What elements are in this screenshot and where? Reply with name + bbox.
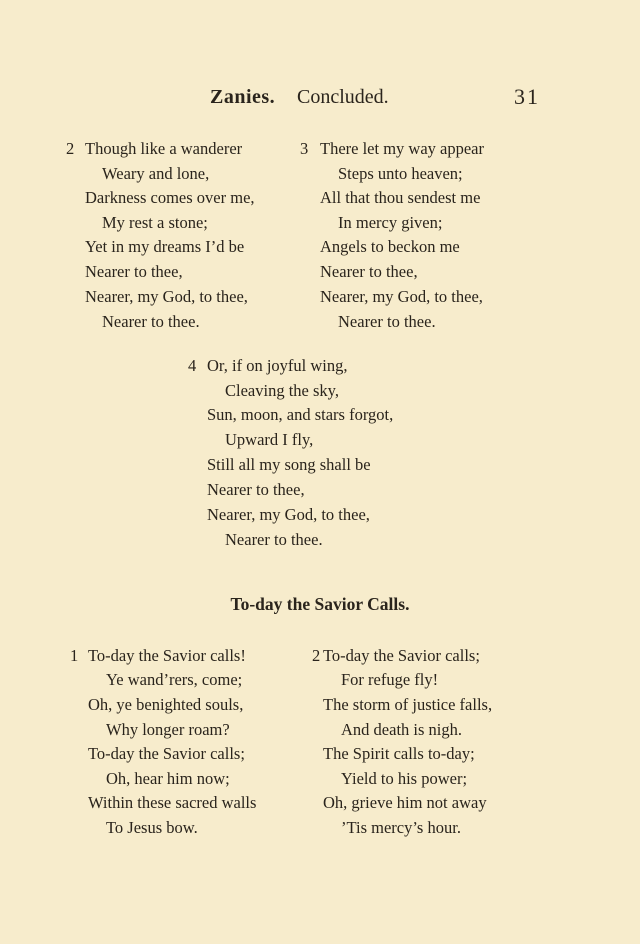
stanza-number: 2 [66, 139, 75, 158]
verse-line: In mercy given; [338, 213, 443, 232]
verse-line: Steps unto heaven; [338, 164, 463, 183]
verse-line: Nearer to thee. [338, 312, 436, 331]
running-subtitle: Concluded. [297, 86, 389, 108]
verse-line: To-day the Savior calls; [323, 646, 480, 665]
verse-line: My rest a stone; [102, 213, 208, 232]
verse-line: Why longer roam? [106, 720, 230, 739]
verse-line: Oh, grieve him not away [323, 793, 487, 812]
verse-line: Nearer to thee, [207, 480, 305, 499]
verse-line: Though like a wanderer [85, 139, 243, 158]
verse-line: Yet in my dreams I’d be [85, 237, 245, 256]
verse-line: To-day the Savior calls! [88, 646, 246, 665]
verse-line: ’Tis mercy’s hour. [341, 818, 461, 837]
stanza-number: 3 [300, 139, 309, 158]
verse-line: Within these sacred walls [88, 793, 257, 812]
verse-line: Nearer, my God, to thee, [207, 505, 370, 524]
verse-line: The Spirit calls to-day; [323, 744, 475, 763]
verse-line: Still all my song shall be [207, 455, 371, 474]
verse-line: Ye wand’rers, come; [106, 670, 243, 689]
hymn-title: To-day the Savior Calls. [230, 594, 410, 614]
page-header [0, 86, 640, 116]
verse-line: There let my way appear [320, 139, 485, 158]
verse-line: For refuge fly! [341, 670, 439, 689]
stanza-number: 4 [188, 356, 197, 375]
verse-line: Nearer to thee. [102, 312, 200, 331]
page-number: 31 [514, 84, 540, 109]
verse-line: Nearer to thee. [225, 530, 323, 549]
verse-line: To-day the Savior calls; [88, 744, 245, 763]
verse-line: Nearer to thee, [320, 262, 418, 281]
verse-line: Upward I fly, [225, 430, 314, 449]
verse-line: Darkness comes over me, [85, 188, 255, 207]
verse-line: Oh, ye benighted souls, [88, 695, 244, 714]
verse-line: Angels to beckon me [320, 237, 460, 256]
verse-line: Nearer, my God, to thee, [85, 287, 248, 306]
verse-line: Yield to his power; [341, 769, 468, 788]
verse-line: The storm of justice falls, [323, 695, 493, 714]
running-title: Zanies. [210, 86, 276, 108]
verse-line: And death is nigh. [341, 720, 462, 739]
stanza-number: 2 [312, 646, 321, 665]
verse-line: Weary and lone, [102, 164, 210, 183]
verse-line: Nearer, my God, to thee, [320, 287, 483, 306]
verse-line: All that thou sendest me [320, 188, 481, 207]
verse-line: To Jesus bow. [106, 818, 198, 837]
stanza-number: 1 [70, 646, 79, 665]
verse-line: Sun, moon, and stars forgot, [207, 405, 394, 424]
verse-line: Cleaving the sky, [225, 381, 339, 400]
verse-line: Oh, hear him now; [106, 769, 230, 788]
verse-line: Nearer to thee, [85, 262, 183, 281]
verse-line: Or, if on joyful wing, [207, 356, 348, 375]
